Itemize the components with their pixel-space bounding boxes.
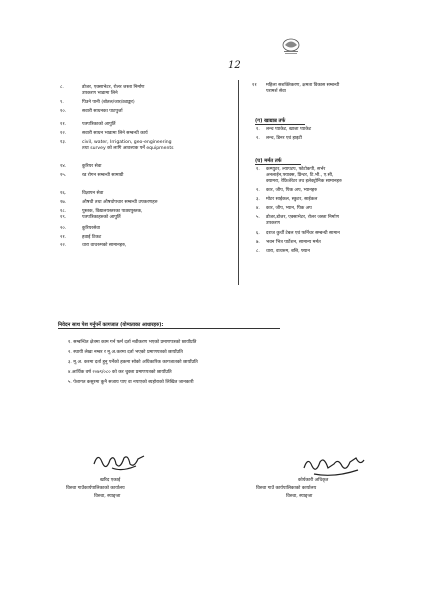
item-text: रड रोगन सम्बन्धी सामाग्री [82, 173, 124, 178]
right-signatory-role: कोर्यकारी अधिकृत [298, 478, 329, 483]
item-text: डोजर,डोजर, एक्साभेटर, रोलर जस्ता निर्माण [266, 215, 339, 220]
item-number: १९. [60, 215, 67, 220]
item-number: २. [256, 136, 260, 141]
item-text: उपकरण [266, 221, 280, 226]
item-number: ६. [256, 231, 260, 236]
doc-item: २. स्थायी लेखा नम्बर र मू.अ.करमा दर्ता भएको प्रमाणपत्रको छायाँप्रति [68, 350, 183, 355]
item-text: कम्प्युटर, ल्यापटप, फोटोकपी, सर्भर [266, 167, 326, 172]
docs-heading: निवेदन साथ पेश गर्नुपर्ने कागजात (योग्यताका आधारहरु): [58, 322, 164, 328]
column-divider [238, 80, 239, 285]
item-text: सवारी साधन भाडामा लिने सम्बन्धी कार्य [82, 131, 148, 136]
item-number: १४. [60, 164, 67, 169]
item-text: लन्च, डिनर एवं हाइटी [266, 136, 302, 141]
item-number: १०. [60, 109, 67, 114]
item-text: क्यामरा, रेफ्रिजेरेटर तथ इलेक्ट्रोनिक सामानहरु [266, 179, 342, 184]
item-number: १. [256, 167, 260, 172]
item-number: ५. [256, 215, 260, 220]
item-text: लन्च प्याकेट, खाजा प्याकेट [266, 127, 312, 132]
item-number: १६. [60, 191, 67, 196]
doc-item: ३. मू.अ. करमा दर्ता हुनु पर्नेको हकमा सोको अधिकारिक कागजातको छायाँप्रति [68, 360, 198, 365]
item-number: २०. [60, 226, 67, 231]
item-number: २. [256, 188, 260, 193]
right-signatory-office: विरुवा गाउँ कार्यपालिकाको कार्यालय [256, 486, 317, 491]
item-text: पिउने पानी (बोतल/जार/ट्याङ्कर) [82, 100, 135, 105]
item-text: कार, जीप, पिक अप, भ्यानहरु [266, 188, 317, 193]
item-text: पत्रपत्रिकाको आपुर्ति [82, 122, 116, 127]
item-number: ८. [256, 249, 260, 254]
item-number: १७. [60, 200, 67, 205]
item-number: ११. [60, 122, 67, 127]
item-text: पत्रपत्रिकाहरुको आपुर्ति [82, 215, 121, 220]
signature-left [92, 450, 152, 478]
item-text: धारा, वाथरुम, बत्ति, फ्यान [266, 249, 310, 254]
item-text: औषधी तथा औषधोपचार सम्बन्धी उपकरणहरु [82, 200, 158, 205]
item-text: डोजर, एक्साभेटर, रोलर जस्ता निर्माण [82, 85, 145, 90]
item-text: तथा survey को लागि आवश्यक पर्ने equipments [82, 146, 174, 151]
item-number: ९. [60, 100, 64, 105]
item-text: मोटर साईकल, स्कुटर, साईकल [266, 197, 318, 202]
item-text: महिला सशक्तिकरण, क्षमता विकास सम्बन्धी [266, 83, 340, 88]
item-number: ८. [60, 85, 64, 90]
item-text: भवन भित्र पार्टेशन, सामान्य मर्मत [266, 240, 321, 245]
section-ga-underline [255, 124, 305, 125]
item-number: १. [256, 127, 260, 132]
doc-item: १. सम्बन्धित क्षेत्रमा काम गर्न फर्म दर्ता नवीकरण भएको प्रमाणपत्रको छायाँप्रति [68, 340, 197, 345]
item-number: ३. [256, 197, 260, 202]
left-signatory-role: खरिद एकाई [100, 478, 121, 483]
section-gha-underline [255, 164, 301, 165]
item-text: धारा वाथरुमको सामानहरु, [82, 243, 127, 248]
left-signatory-place: विरुवा, स्याङ्जा [94, 494, 121, 499]
item-text: civil, water, Irrigation, geo-engineering [82, 140, 172, 145]
item-text: अनलाईन,फ्याक्स, प्रिन्टर, टि.भी., ए.सी, [266, 173, 334, 178]
item-number: ११ [252, 83, 257, 88]
item-text: कार, जीप, भ्यान, पिक अप [266, 206, 312, 211]
doc-item: ४.आर्थिक वर्ष २०७९/०८० को कर चुक्ता प्रमाणपत्रको छायाँप्रति [68, 370, 172, 375]
item-text: कुरियर सेवा [82, 164, 102, 169]
item-text: सवारी साधनका पाटपुर्जा [82, 109, 123, 114]
right-signatory-place: विरुवा, स्याङ्जा [286, 494, 313, 499]
item-number: २१. [60, 235, 67, 240]
item-text: परामर्श सेवा [266, 89, 286, 94]
item-number: १५. [60, 173, 67, 178]
docs-heading-underline [58, 328, 280, 329]
item-text: कुरियरसेवा [82, 226, 100, 231]
handwritten-page-number: 12 [228, 60, 241, 71]
item-text: पुस्तक, विद्यालयस्तरका पाठ्यपुस्तक, [82, 209, 143, 214]
doc-item: ५. पेशागत कसुरमा कुनै सजाय पाए वा नपाएको ब्यहोराको लिखित जानकारी [68, 380, 194, 385]
item-number: १२. [60, 131, 67, 136]
item-text: हवाई टिकट [82, 235, 102, 240]
section-gha-title: (घ) मर्मत तर्फ [255, 158, 282, 164]
item-text: विज्ञापन सेवा [82, 191, 104, 196]
office-seal [280, 38, 302, 56]
item-text: उपकरण भाडामा लिने [82, 91, 118, 96]
item-number: ४. [256, 206, 260, 211]
section-ga-title: (ग) खाद्यान्न तर्फ [255, 118, 286, 124]
item-number: १३. [60, 140, 67, 145]
item-number: ७. [256, 240, 260, 245]
left-signatory-office: विरुवा गाउँकार्यपालिकाको कार्यालय [66, 486, 125, 491]
item-text: दराज कुर्ची टेबल एवं फर्निचर सम्बन्धी सामान [266, 231, 340, 236]
item-number: २२. [60, 243, 67, 248]
item-number: १८. [60, 209, 67, 214]
